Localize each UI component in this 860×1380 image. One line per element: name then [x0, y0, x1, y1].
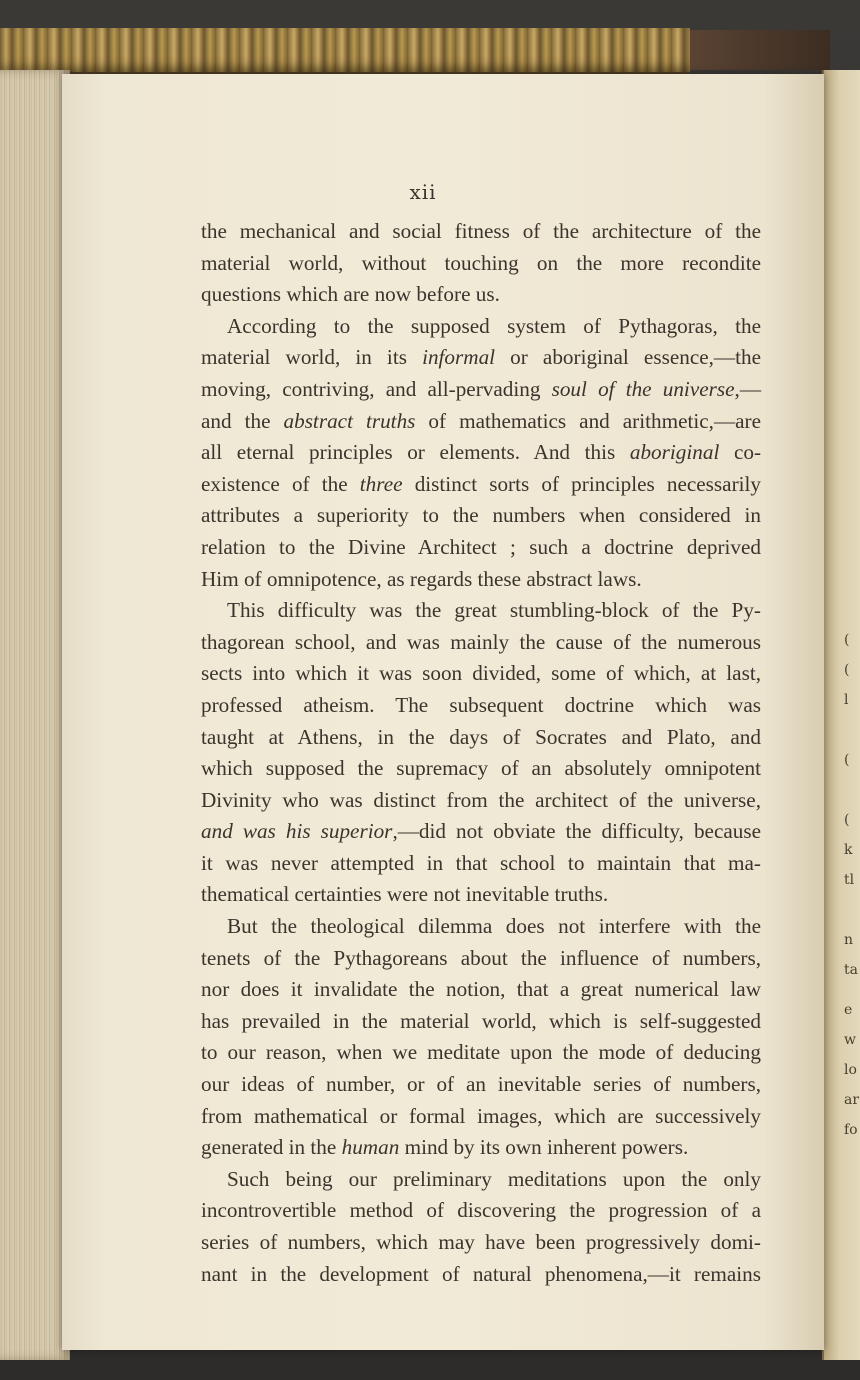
text-run: Divinity who was distinct from the architect of the universe,	[201, 787, 761, 812]
facing-page-fragment: n	[844, 932, 854, 948]
text-run: to our reason, when we meditate upon the mode of deducing	[201, 1040, 761, 1065]
italic-run: and was his superior	[201, 819, 393, 844]
paragraph	[201, 911, 761, 1164]
text-run: attributes a superiority to the numbers when considered in	[201, 503, 761, 528]
text-line	[201, 627, 761, 659]
text-line	[201, 564, 761, 596]
text-run: material world, in its	[201, 345, 423, 370]
text-run: of mathematics and arithmetic,—are	[415, 408, 762, 433]
text-run: sects into which it was soon divided, some of which, at last,	[201, 661, 761, 686]
binding-edge	[690, 30, 830, 70]
text-line	[201, 216, 761, 248]
text-run: our ideas of number, or of an inevitable series of numbers,	[201, 1072, 761, 1097]
page-number: xii	[409, 180, 437, 204]
text-run: Such being our preliminary meditations upon the only	[227, 1166, 761, 1191]
text-run: and the	[201, 408, 284, 433]
text-run: questions which are now before us.	[201, 282, 500, 307]
text-line	[201, 1132, 761, 1164]
text-run: tenets of the Pythagoreans about the influence of numbers,	[201, 945, 761, 970]
facing-page-fragment: (	[844, 812, 850, 828]
text-line	[201, 279, 761, 311]
text-run: or aboriginal essence,—the	[495, 345, 761, 370]
paragraph	[201, 216, 761, 311]
text-line	[201, 974, 761, 1006]
text-run: all eternal principles or elements. And this	[201, 440, 630, 465]
text-line	[201, 690, 761, 722]
text-run: professed atheism. The subsequent doctrine which was	[201, 692, 761, 717]
text-line	[201, 500, 761, 532]
facing-page-fragment: fo	[844, 1122, 858, 1138]
text-run: moving, contriving, and all-pervading	[201, 376, 552, 401]
text-line	[201, 311, 761, 343]
facing-page-fragment: (	[844, 662, 850, 678]
facing-page-fragment: w	[844, 1032, 856, 1048]
text-run: material world, without touching on the more recondite	[201, 250, 761, 275]
italic-run: three	[359, 471, 403, 496]
text-line	[201, 437, 761, 469]
text-line	[201, 943, 761, 975]
italic-run: informal	[422, 345, 496, 370]
page-edges-stack	[0, 70, 70, 1360]
text-line	[201, 848, 761, 880]
text-line	[201, 342, 761, 374]
text-line	[201, 1037, 761, 1069]
text-line	[201, 722, 761, 754]
text-run: it was never attempted in that school to maintain that ma-	[201, 850, 761, 875]
gilt-headband	[0, 28, 690, 74]
text-run: ,—	[734, 376, 762, 401]
text-line	[201, 469, 761, 501]
text-run: nant in the development of natural phenomena,—it remains	[201, 1261, 761, 1286]
text-line	[201, 1006, 761, 1038]
italic-run: human	[341, 1135, 400, 1160]
text-line	[201, 374, 761, 406]
facing-page-fragment: ta	[844, 962, 858, 978]
facing-page-edge	[822, 70, 860, 1360]
text-line	[201, 532, 761, 564]
paragraph	[201, 311, 761, 595]
facing-page-fragment: (	[844, 752, 850, 768]
text-run: from mathematical or formal images, which are successively	[201, 1103, 761, 1128]
text-run: generated in the	[201, 1135, 342, 1160]
text-run: According to the supposed system of Pythagoras, the	[227, 313, 761, 338]
text-run: incontrovertible method of discovering the progression of a	[201, 1198, 761, 1223]
facing-page-fragment: tl	[844, 872, 855, 888]
body-text	[201, 216, 761, 1290]
text-line	[201, 595, 761, 627]
paragraph	[201, 595, 761, 911]
text-line	[201, 785, 761, 817]
text-run: the mechanical and social fitness of the architecture of the	[201, 219, 761, 243]
text-line	[201, 1069, 761, 1101]
text-run: distinct sorts of principles necessarily	[402, 471, 762, 496]
text-run: series of numbers, which may have been progressively domi-	[201, 1230, 761, 1254]
italic-run: soul of the universe	[551, 376, 735, 401]
text-line	[201, 1164, 761, 1196]
text-line	[201, 816, 761, 848]
text-line	[201, 753, 761, 785]
text-run: co-	[719, 440, 761, 465]
text-line	[201, 1259, 761, 1291]
facing-page-fragment: ar	[844, 1092, 860, 1108]
text-line	[201, 1195, 761, 1227]
facing-page-fragment: e	[844, 1002, 853, 1018]
text-run: existence of the	[201, 471, 360, 496]
italic-run: aboriginal	[629, 440, 720, 465]
text-line	[201, 1101, 761, 1133]
text-run: But the theological dilemma does not interfere with the	[227, 914, 761, 939]
facing-page-fragment: l	[844, 692, 849, 708]
text-run: nor does it invalidate the notion, that a great numerical law	[201, 977, 761, 1002]
text-run: has prevailed in the material world, which is self-suggested	[201, 1008, 761, 1033]
text-run: taught at Athens, in the days of Socrates and Plato, and	[201, 724, 761, 749]
text-run: mind by its own inherent powers.	[399, 1135, 689, 1160]
text-line	[201, 1227, 761, 1259]
facing-page-fragment: (	[844, 632, 850, 648]
text-line	[201, 911, 761, 943]
facing-page-fragment: k	[844, 842, 853, 858]
text-line	[201, 248, 761, 280]
text-run: thematical certainties were not inevitable truths.	[201, 882, 609, 907]
text-run: relation to the Divine Architect ; such a doctrine deprived	[201, 534, 761, 559]
italic-run: abstract truths	[283, 408, 416, 433]
text-run: thagorean school, and was mainly the cause of the numerous	[201, 629, 761, 654]
text-run: Him of omnipotence, as regards these abstract laws.	[201, 566, 642, 591]
text-run: which supposed the supremacy of an absolutely omnipotent	[201, 756, 761, 781]
paragraph	[201, 1164, 761, 1290]
text-run: ,—did not obviate the difficulty, because	[392, 819, 761, 844]
text-line	[201, 406, 761, 438]
book-page	[62, 74, 824, 1350]
text-line	[201, 658, 761, 690]
text-run: This difficulty was the great stumbling-block of the Py-	[227, 598, 761, 623]
text-line	[201, 879, 761, 911]
facing-page-fragment: lo	[844, 1062, 857, 1078]
